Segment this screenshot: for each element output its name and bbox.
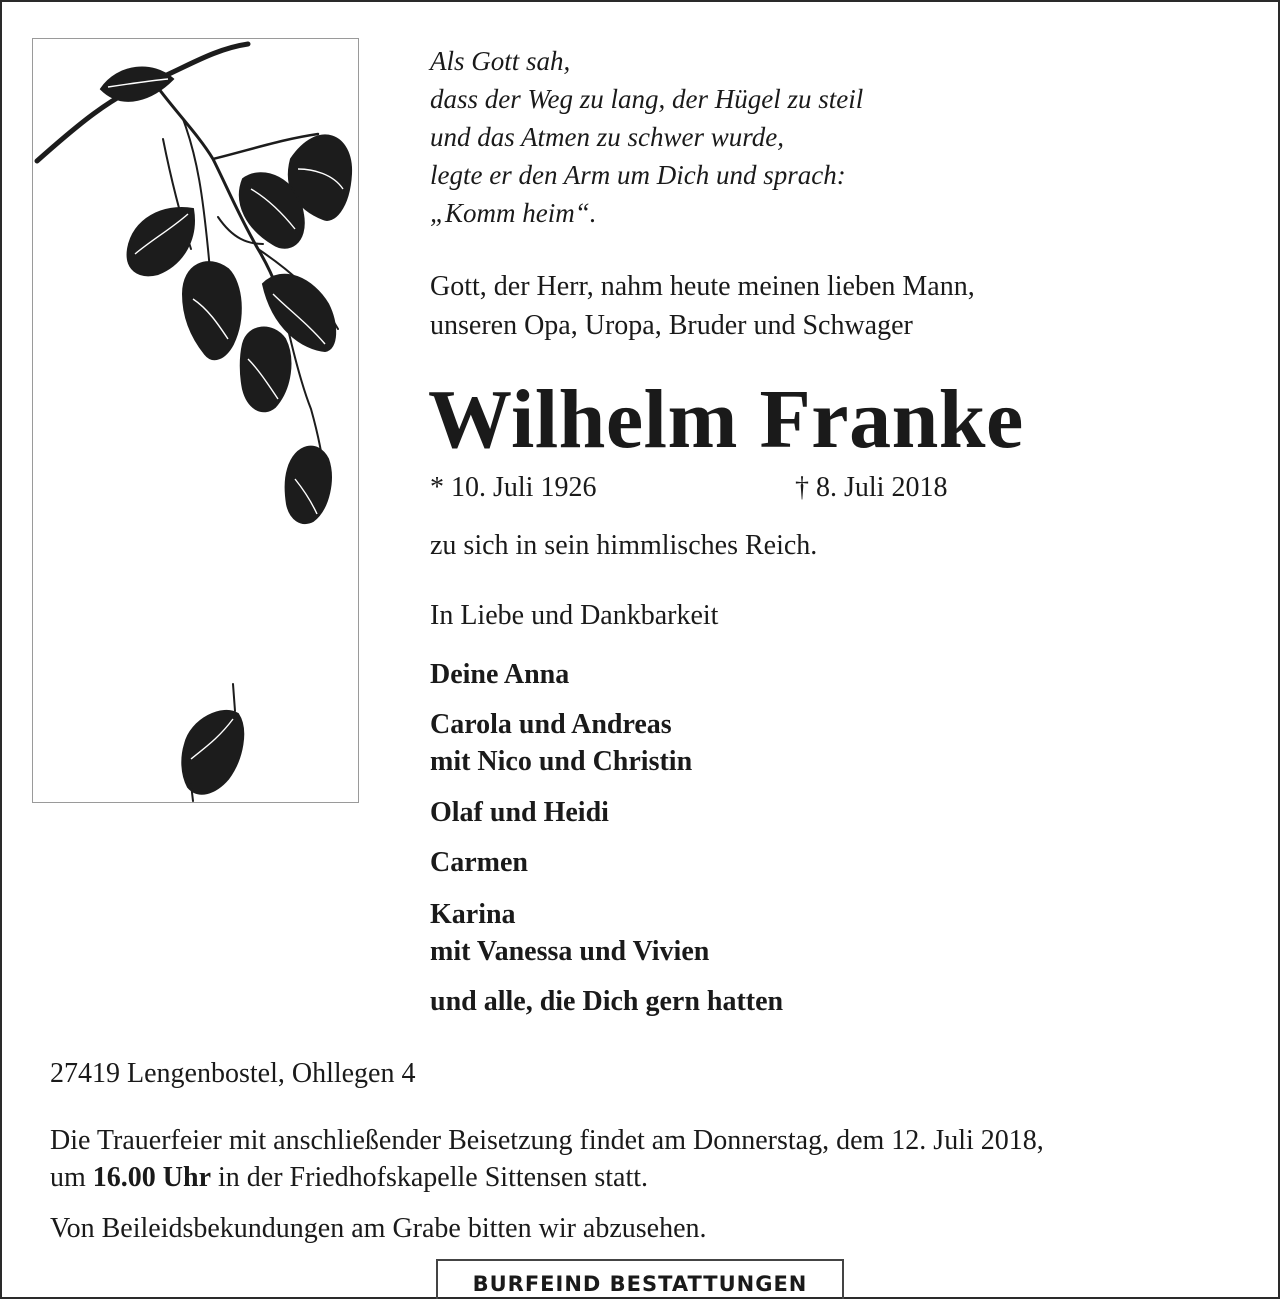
- birch-leaves-illustration: [32, 38, 359, 803]
- death-date: † 8. Juli 2018: [795, 472, 948, 503]
- family-member: und alle, die Dich gern hatten: [430, 986, 784, 1017]
- leaves-drawing: [33, 39, 358, 802]
- family-member: Deine Anna: [430, 659, 570, 690]
- poem-line: Als Gott sah,: [430, 46, 571, 76]
- birth-date: * 10. Juli 1926: [430, 472, 597, 503]
- deceased-name: Wilhelm Franke: [428, 373, 1024, 466]
- service-suffix: in der Friedhofskapelle Sittensen statt.: [211, 1162, 649, 1193]
- poem: [430, 42, 863, 232]
- intro-line: Gott, der Herr, nahm heute meinen lieben Mann,: [430, 271, 975, 302]
- greeting-line: In Liebe und Dankbarkeit: [430, 600, 719, 631]
- poem-line: und das Atmen zu schwer wurde,: [430, 122, 784, 152]
- poem-line: dass der Weg zu lang, der Hügel zu steil: [430, 84, 864, 114]
- undertaker-logo: BURFEIND BESTATTUNGEN: [436, 1259, 844, 1299]
- family-member: Carmen: [430, 847, 528, 878]
- intro-text: [430, 267, 975, 345]
- family-member: mit Nico und Christin: [430, 746, 693, 777]
- condolence-note: Von Beileidsbekundungen am Grabe bitten wir abzusehen.: [50, 1213, 707, 1244]
- family-member: Karina: [430, 899, 516, 930]
- family-member: mit Vanessa und Vivien: [430, 936, 710, 967]
- poem-line: „Komm heim“.: [430, 198, 597, 228]
- closing-line: zu sich in sein himmlisches Reich.: [430, 530, 818, 561]
- service-line-1: Die Trauerfeier mit anschließender Beisetzung findet am Donnerstag, dem 12. Juli 2018,: [50, 1125, 1044, 1156]
- service-time: 16.00 Uhr: [92, 1162, 212, 1193]
- family-member: Carola und Andreas: [430, 709, 672, 740]
- service-prefix: um: [50, 1162, 93, 1193]
- address: 27419 Lengenbostel, Ohllegen 4: [50, 1058, 416, 1089]
- poem-line: legte er den Arm um Dich und sprach:: [430, 160, 846, 190]
- family-member: Olaf und Heidi: [430, 797, 609, 828]
- intro-line: unseren Opa, Uropa, Bruder und Schwager: [430, 310, 913, 341]
- service-line-2: [50, 1159, 648, 1196]
